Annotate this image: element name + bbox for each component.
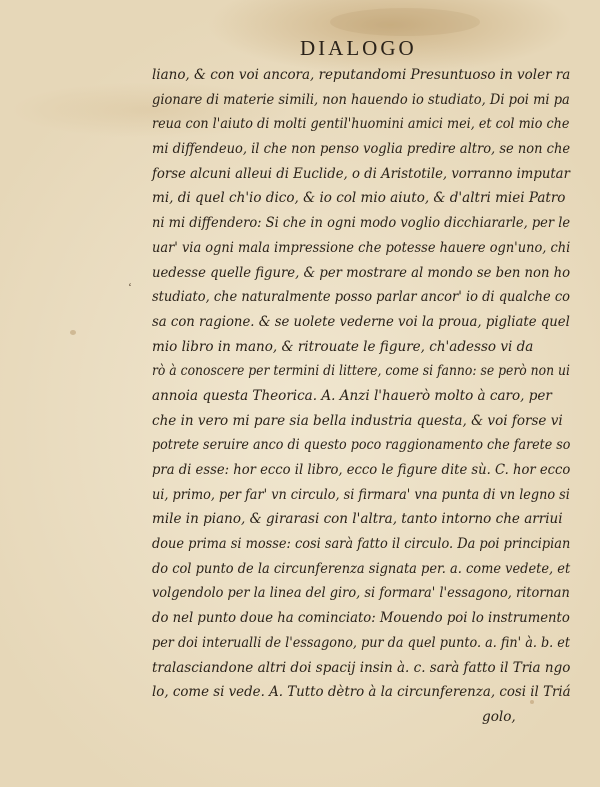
text-line: per doi interualli de l'essagono, pur da quel punto. a. fin' à. b. et bbox=[152, 634, 571, 651]
catchword: golo, bbox=[482, 708, 516, 725]
text-line: ni mi diffendero: Si che in ogni modo voglio dicchiararle, per le bbox=[152, 215, 571, 232]
text-line: pra di esse: hor ecco il libro, ecco le figure dite sù. C. hor ecco bbox=[152, 462, 571, 478]
text-line: reua con l'aiuto di molti gentil'huomini amici mei, et col mio che bbox=[152, 116, 570, 133]
text-line: sa con ragione. & se uolete vederne voi la proua, pigliate quel bbox=[152, 313, 570, 330]
text-line: doue prima si mosse: cosi sarà fatto il circulo. Da poi principian bbox=[152, 536, 571, 553]
text-line: lo, come si vede. A. Tutto dètro à la circunferenza, cosi il Triá bbox=[152, 684, 571, 701]
text-line: forse alcuni alleui di Euclide, o di Aristotile, vorranno imputar bbox=[152, 165, 570, 182]
text-line: mio libro in mano, & ritrouate le figure, ch'adesso vi da bbox=[152, 338, 534, 355]
paper-stain bbox=[70, 330, 76, 335]
text-line: uedesse quelle figure, & per mostrare al mondo se ben non ho bbox=[152, 264, 571, 281]
text-line: potrete seruire anco di questo poco raggionamento che farete so bbox=[152, 437, 571, 454]
text-line: mile in piano, & girarasi con l'altra, tanto intorno che arriui bbox=[152, 511, 563, 528]
text-line: annoia questa Theorica. A. Anzi l'hauerò molto à caro, per bbox=[152, 387, 552, 404]
text-line: do col punto de la circunferenza signata per. a. come vedete, et bbox=[152, 560, 571, 577]
text-line: studiato, che naturalmente posso parlar ancor' io di qualche co bbox=[152, 289, 570, 306]
text-line: uar' via ogni mala impressione che potesse hauere ogn'uno, chi bbox=[152, 239, 571, 256]
text-line: rò à conoscere per termini di littere, come si fanno: se però non ui bbox=[152, 363, 570, 380]
text-line: che in vero mi pare sia bella industria questa, & voi forse vi bbox=[152, 412, 563, 429]
text-line: tralasciandone altri doi spacij insin à. c. sarà fatto il Tria ngo bbox=[152, 659, 571, 676]
text-line: mi, di quel ch'io dico, & io col mio aiuto, & d'altri miei Patro bbox=[152, 190, 566, 207]
text-line: gionare di materie simili, non hauendo io studiato, Di poi mi pa bbox=[152, 91, 570, 108]
text-line: do nel punto doue ha cominciato: Mouendo poi lo instrumento bbox=[152, 610, 570, 627]
text-line: liano, & con voi ancora, reputandomi Presuntuoso in voler ra bbox=[152, 67, 571, 83]
paper-stain bbox=[330, 8, 480, 36]
margin-mark: ‘ bbox=[128, 280, 132, 294]
text-block bbox=[152, 63, 572, 730]
running-title: DIALOGO bbox=[300, 36, 417, 60]
text-line: ui, primo, per far' vn circulo, si firmara' vna punta di vn legno si bbox=[152, 486, 570, 503]
text-line: volgendolo per la linea del giro, si formara' l'essagono, ritornan bbox=[152, 585, 570, 602]
text-line: mi diffendeuo, il che non penso voglia predire altro, se non che bbox=[152, 141, 571, 158]
